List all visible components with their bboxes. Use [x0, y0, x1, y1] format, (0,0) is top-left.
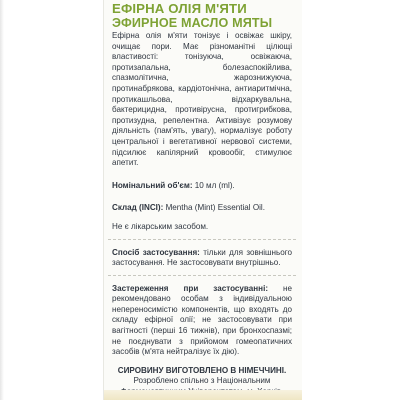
warnings-value: не рекомендовано особам з індивідуальною непереносимістю компонентів, що входять до складу ефірної олії; не застосовувати при вагітності (перші 16 тижнів), при бронхоспазмі; не поєднувати з прийомом гомеопатичних засобів (м'ята нейтралізує їх дію).	[112, 283, 292, 357]
usage-label: Спосіб застосування:	[112, 247, 200, 257]
divider	[108, 275, 296, 276]
not-drug-note: Не є лікарським засобом.	[112, 221, 209, 231]
usage-line	[112, 248, 292, 269]
warnings-label: Застереження при застосуванні:	[112, 283, 269, 293]
warnings-line	[112, 284, 292, 358]
origin-title: СИРОВИНУ ВИГОТОВЛЕНО В НІМЕЧЧИНІ.	[117, 365, 287, 375]
composition-label: Склад (INCI):	[112, 203, 164, 213]
label-content	[112, 2, 292, 398]
package-side-shadow	[0, 0, 4, 400]
composition-line	[112, 203, 292, 214]
composition-value: Mentha (Mint) Essential Oil.	[165, 203, 265, 213]
title-russian: ЭФИРНОЕ МАСЛО МЯТЫ	[112, 16, 273, 30]
volume-line	[112, 181, 292, 192]
developed-note: Розроблено спільно з Національним	[133, 376, 271, 386]
label-bottom-band	[104, 390, 302, 400]
title-ukrainian: ЕФІРНА ОЛІЯ М'ЯТИ	[112, 1, 247, 16]
volume-value: 10 мл (ml).	[194, 180, 235, 190]
volume-label: Номінальний об'єм:	[112, 180, 193, 190]
usage-value: тільки для зовнішнього застосування. Не застосовувати внутрішньо.	[112, 247, 292, 268]
description-text: Ефірна олія м'яти тонізує і освіжає шкіру, очищає пори. Має різноманітні цілющі властивості: тонізуюча, освіжаюча, протизапальна, болезаспокійлива, спазмолітична, жарознижуюча, протинабрякова, кардіотонічна, антиаритмічна, протикашльова, відхаркувальна, бактерицидна, противірусна, протигрибкова, протизудна, репелентна. Активізує розумову діяльність (пам'ять, увагу), нормалізує роботу центральної і вегетативної нервової системи, підсилює капілярний кровообіг, стимулює апетит.	[112, 31, 292, 168]
divider	[108, 239, 296, 240]
product-label	[103, 0, 302, 400]
